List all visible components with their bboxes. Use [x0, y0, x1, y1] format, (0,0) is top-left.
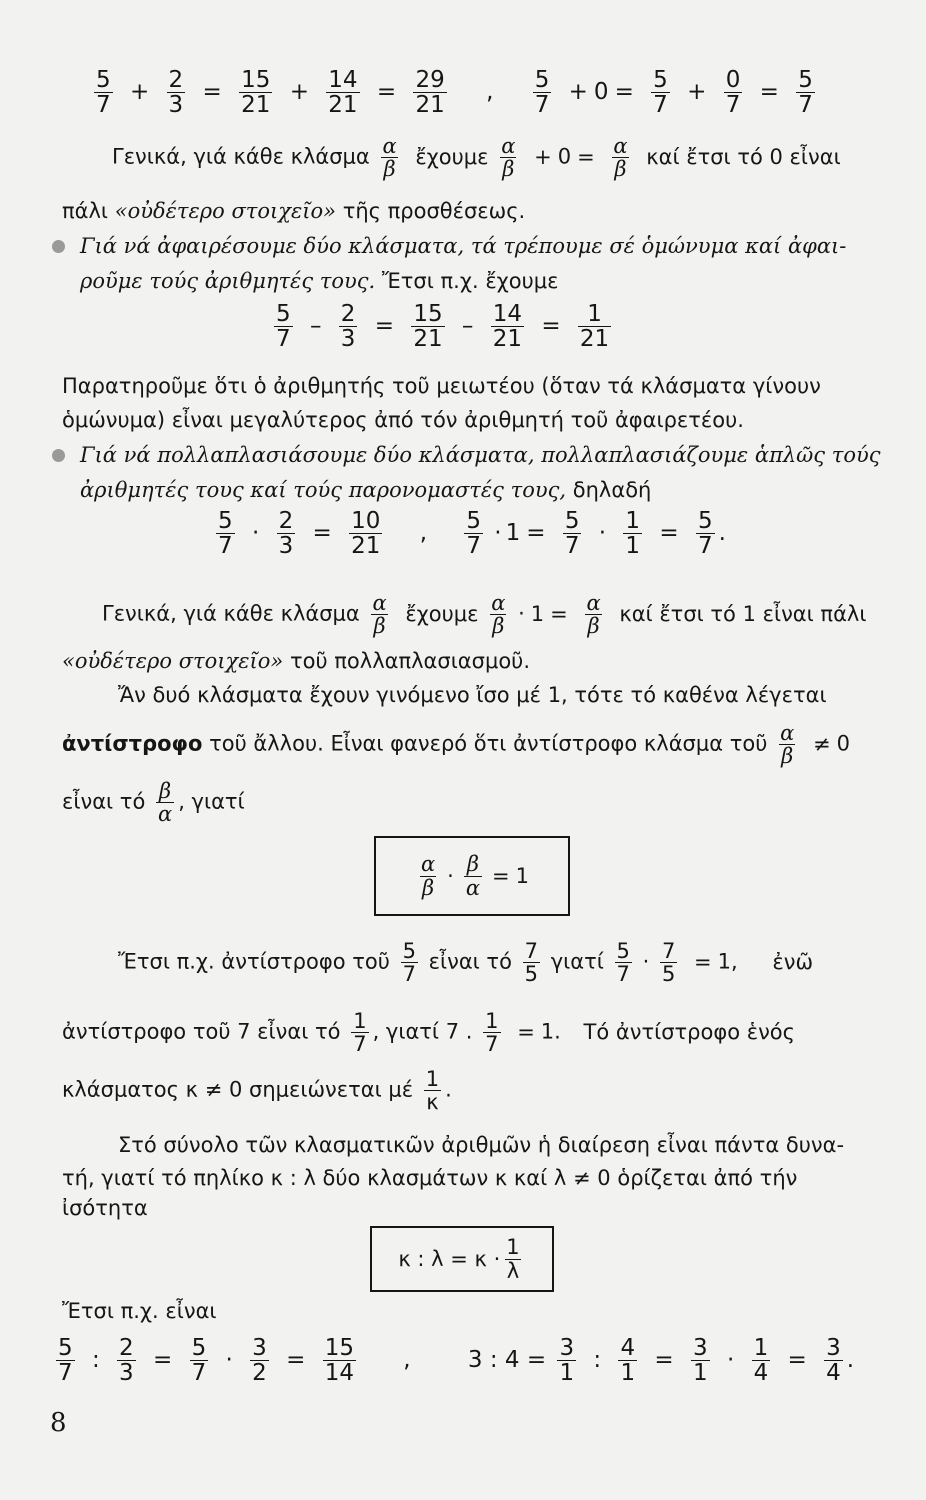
fraction: $\frac{\alpha}{\beta}$ [586, 591, 601, 639]
fraction: $\frac{1}{7}$ [353, 1009, 367, 1057]
fraction: $\frac{5}{7}$ [218, 508, 233, 560]
multiplication-example-line: $\frac{5}{7}$ · $\frac{2}{3}$ = $\frac{10}{21}$ , $\frac{5}{7}$ · 1 = $\frac{5}{7}$ · $\frac{1}{1}$ = $\frac{5}{7}$ . [218, 508, 726, 560]
division-example-intro: Ἔτσι π.χ. εἶναι [62, 1299, 217, 1323]
fraction: $\frac{5}{7}$ [798, 67, 813, 119]
fraction: $\frac{2}{3}$ [119, 1335, 134, 1387]
division-line-2: τή, γιατί τό πηλίκο κ : λ δύο κλασμάτων κ καί λ ≠ 0 ὁρίζεται ἀπό τήν [62, 1166, 798, 1190]
addition-example-line: $\frac{5}{7}$ + $\frac{2}{3}$ = $\frac{15}{21}$ + $\frac{14}{21}$ = $\frac{29}{21}$ , $\frac{5}{7}$ + 0 = $\frac{5}{7}$ + $\frac{0}{7}$ = $\frac{5}{7}$ [96, 67, 813, 119]
fraction: $\frac{15}{21}$ [241, 67, 271, 119]
fraction: $\frac{7}{5}$ [524, 939, 538, 987]
fraction: $\frac{\alpha}{\beta}$ [491, 591, 506, 639]
general-multiplication-line: Γενικά, γιά κάθε κλάσμα $\frac{\alpha}{\beta}$ ἔχουμε $\frac{\alpha}{\beta}$ · 1 = $\frac{\alpha}{\beta}$ καί ἔτσι τό 1 εἶναι πάλι [102, 591, 867, 639]
subtraction-rule-line-2: ροῦμε τούς ἀριθμητές τους. Ἔτσι π.χ. ἔχουμε [80, 269, 559, 293]
reciprocal-notation-line: κλάσματος κ ≠ 0 σημειώνεται μέ $\frac{1}{\kappa}$ . [62, 1067, 452, 1115]
reciprocal-of-seven-line: ἀντίστροφο τοῦ 7 εἶναι τό $\frac{1}{7}$ , γιατί 7 . $\frac{1}{7}$ = 1. Τό ἀντίστροφο ἑνός [62, 1009, 795, 1057]
fraction: $\frac{\alpha}{\beta}$ [780, 721, 795, 769]
fraction: $\frac{1}{1}$ [625, 508, 641, 560]
division-example-line: $\frac{5}{7}$ : $\frac{2}{3}$ = $\frac{5}{7}$ · $\frac{3}{2}$ = $\frac{15}{14}$ , 3 : 4 = $\frac{3}{1}$ : $\frac{4}{1}$ = $\frac{3}{1}$ · $\frac{1}{4}$ = $\frac{3}{4}$ . [58, 1335, 855, 1387]
reciprocal-definition-line-2: ἀντίστροφο τοῦ ἄλλου. Εἶναι φανερό ὅτι ἀντίστροφο κλάσμα τοῦ $\frac{\alpha}{\beta}$ ≠ 0 [62, 721, 850, 769]
fraction: $\frac{5}{7}$ [653, 67, 668, 119]
fraction: $\frac{\alpha}{\beta}$ [501, 134, 516, 182]
fraction: $\frac{\beta}{\alpha}$ [465, 852, 481, 900]
fraction: $\frac{5}{7}$ [534, 67, 550, 119]
fraction: $\frac{1}{7}$ [485, 1009, 499, 1057]
neutral-element-addition: πάλι «οὐδέτερο στοιχεῖο» τῆς προσθέσεως. [62, 199, 526, 223]
fraction: $\frac{14}{21}$ [328, 67, 358, 119]
fraction: $\frac{3}{1}$ [693, 1335, 708, 1387]
bullet-icon [52, 240, 65, 253]
multiplication-rule-line-2: ἀριθμητές τους καί τούς παρονομαστές τους, δηλαδή [80, 478, 652, 502]
multiplication-rule-line-1: Γιά νά πολλαπλασιάσουμε δύο κλάσματα, πολλαπλασιάζουμε ἁπλῶς τούς [80, 443, 881, 467]
fraction: $\frac{2}{3}$ [340, 301, 356, 353]
fraction: $\frac{1}{4}$ [753, 1335, 769, 1387]
fraction: $\frac{7}{5}$ [661, 939, 676, 987]
fraction: $\frac{5}{7}$ [616, 939, 630, 987]
subtraction-rule-line-1: Γιά νά ἀφαιρέσουμε δύο κλάσματα, τά τρέπουμε σέ ὁμώνυμα καί ἀφαι- [80, 234, 847, 258]
general-addition-line: Γενικά, γιά κάθε κλάσμα $\frac{\alpha}{\beta}$ ἔχουμε $\frac{\alpha}{\beta}$ + 0 = $\frac{\alpha}{\beta}$ καί ἔτσι τό 0 εἶναι [112, 134, 841, 182]
subtraction-example-line: $\frac{5}{7}$ – $\frac{2}{3}$ = $\frac{15}{21}$ – $\frac{14}{21}$ = $\frac{1}{21}$ [276, 301, 610, 353]
division-identity-box: κ : λ = κ · $\frac{1}{\lambda}$ [370, 1226, 554, 1292]
page-number: 8 [50, 1408, 67, 1438]
reciprocal-definition-line-1: Ἄν δυό κλάσματα ἔχουν γινόμενο ἴσο μέ 1, τότε τό καθένα λέγεται [118, 683, 827, 707]
fraction: $\frac{5}{7}$ [697, 508, 713, 560]
fraction: $\frac{4}{1}$ [620, 1335, 636, 1387]
fraction: $\frac{\alpha}{\beta}$ [372, 591, 387, 639]
fraction: $\frac{5}{7}$ [58, 1335, 73, 1387]
fraction: $\frac{1}{\lambda}$ [506, 1235, 520, 1283]
reciprocal-of-ab-line: εἶναι τό $\frac{\beta}{\alpha}$ , γιατί [62, 779, 245, 827]
reciprocal-example-line: Ἔτσι π.χ. ἀντίστροφο τοῦ $\frac{5}{7}$ εἶναι τό $\frac{7}{5}$ γιατί $\frac{5}{7}$ · $\frac{7}{5}$ = 1, ἐνῶ [118, 939, 814, 987]
observation-line-1: Παρατηροῦμε ὅτι ὁ ἀριθμητής τοῦ μειωτέου (ὅταν τά κλάσματα γίνουν [62, 374, 821, 398]
identity-box: $\frac{\alpha}{\beta}$ · $\frac{\beta}{\alpha}$ = 1 [374, 836, 570, 916]
division-line-1: Στό σύνολο τῶν κλασματικῶν ἀριθμῶν ἡ διαίρεση εἶναι πάντα δυνα- [118, 1133, 845, 1157]
division-line-3: ἰσότητα [62, 1196, 148, 1220]
fraction: $\frac{5}{7}$ [96, 67, 111, 119]
fraction: $\frac{10}{21}$ [351, 508, 381, 560]
fraction: $\frac{2}{3}$ [168, 67, 184, 119]
fraction: $\frac{0}{7}$ [725, 67, 741, 119]
fraction: $\frac{3}{1}$ [559, 1335, 575, 1387]
fraction: $\frac{\alpha}{\beta}$ [420, 852, 436, 900]
fraction: $\frac{3}{2}$ [252, 1335, 267, 1387]
fraction: $\frac{15}{14}$ [324, 1335, 354, 1387]
fraction: $\frac{3}{4}$ [826, 1335, 841, 1387]
fraction: $\frac{5}{7}$ [276, 301, 291, 353]
fraction: $\frac{14}{21}$ [492, 301, 522, 353]
bullet-icon [52, 449, 65, 462]
fraction: $\frac{\beta}{\alpha}$ [158, 779, 173, 827]
fraction: $\frac{1}{21}$ [579, 301, 610, 353]
neutral-element-multiplication: «οὐδέτερο στοιχεῖο» τοῦ πολλαπλασιασμοῦ. [62, 649, 530, 673]
fraction: $\frac{15}{21}$ [413, 301, 443, 353]
fraction: $\frac{5}{7}$ [564, 508, 580, 560]
fraction: $\frac{2}{3}$ [278, 508, 294, 560]
fraction: $\frac{5}{7}$ [191, 1335, 207, 1387]
fraction: $\frac{\alpha}{\beta}$ [382, 134, 397, 182]
fraction: $\frac{\alpha}{\beta}$ [613, 134, 628, 182]
fraction: $\frac{5}{7}$ [402, 939, 416, 987]
fraction: $\frac{5}{7}$ [466, 508, 481, 560]
fraction: $\frac{1}{\kappa}$ [425, 1067, 440, 1115]
fraction: $\frac{29}{21}$ [415, 67, 445, 119]
observation-line-2: ὁμώνυμα) εἶναι μεγαλύτερος ἀπό τόν ἀριθμητή τοῦ ἀφαιρετέου. [62, 408, 744, 432]
